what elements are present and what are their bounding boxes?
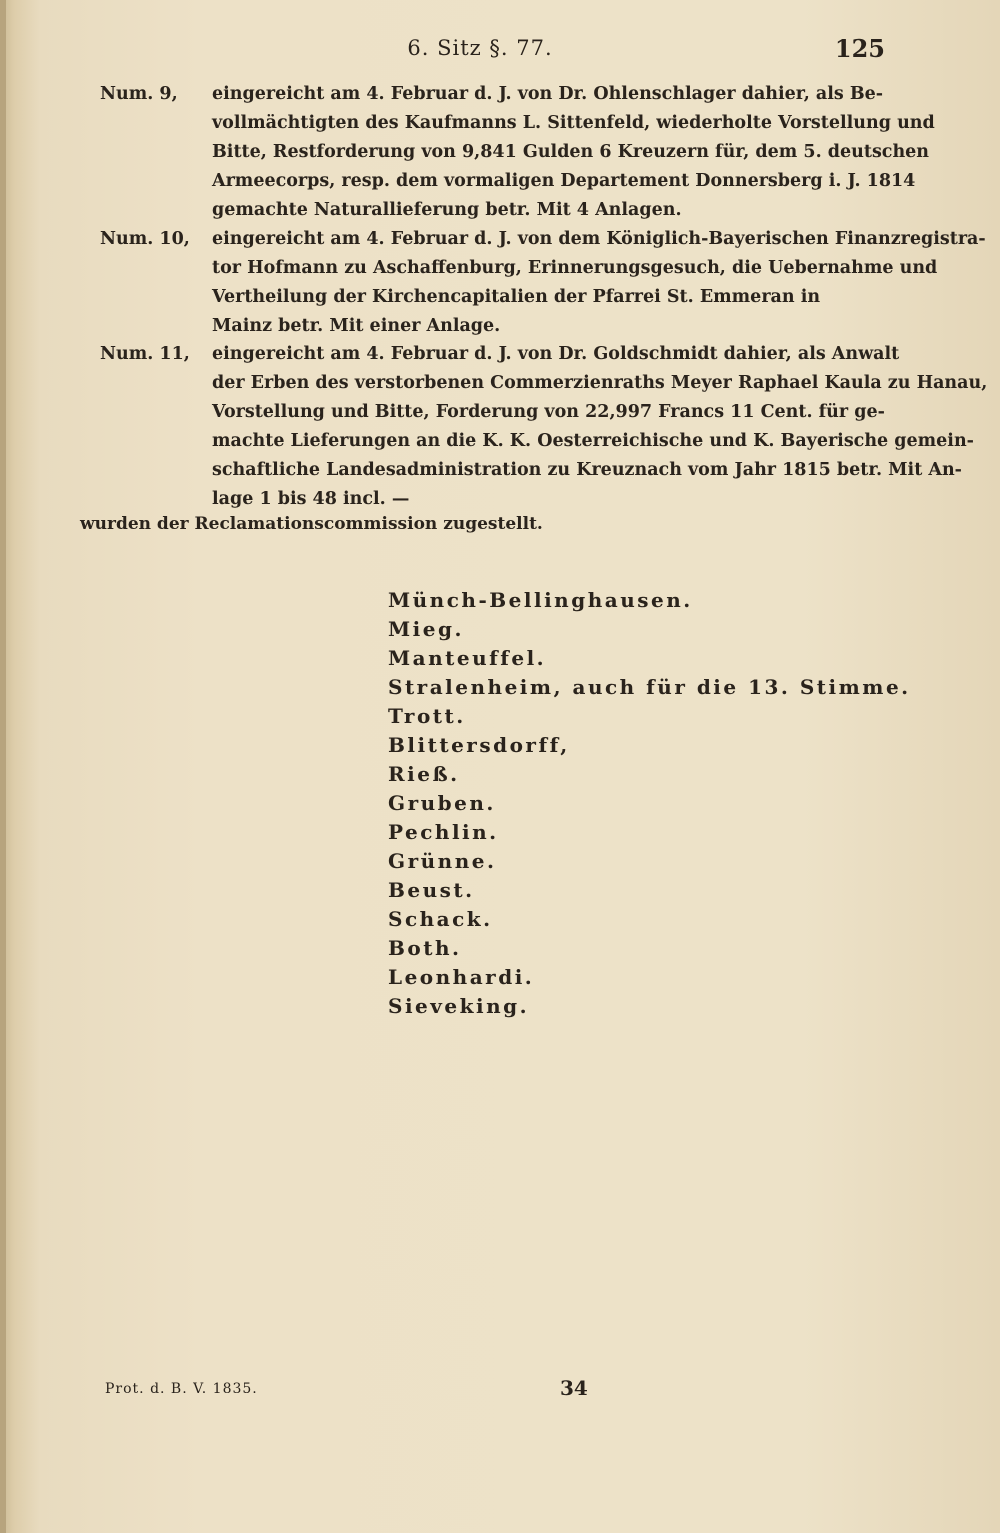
entry-num-9 bbox=[100, 80, 935, 225]
signatory: Sieveking. bbox=[388, 994, 530, 1018]
entry-line: vollmächtigten des Kaufmanns L. Sittenfeld, wiederholte Vorstellung und bbox=[212, 113, 935, 133]
entry-text bbox=[212, 340, 988, 514]
page-number: 125 bbox=[834, 34, 885, 63]
footer-protocol-reference: Prot. d. B. V. 1835. bbox=[105, 1381, 258, 1397]
signatory: Stralenheim, auch für die 13. Stimme. bbox=[388, 675, 911, 699]
page-header bbox=[0, 36, 1000, 70]
entry-line: eingereicht am 4. Februar d. J. von Dr. Ohlenschlager dahier, als Be- bbox=[212, 84, 884, 104]
running-head: 6. Sitz §. 77. bbox=[407, 36, 553, 60]
signatory-list bbox=[388, 586, 911, 1021]
entry-line: Mainz betr. Mit einer Anlage. bbox=[212, 316, 501, 336]
entry-line: lage 1 bis 48 incl. — bbox=[212, 489, 410, 509]
signatory: Beust. bbox=[388, 878, 475, 902]
entry-line: eingereicht am 4. Februar d. J. von Dr. Goldschmidt dahier, als Anwalt bbox=[212, 344, 900, 364]
entry-number: Num. 10, bbox=[100, 229, 190, 249]
entry-line: Vorstellung und Bitte, Forderung von 22,997 Francs 11 Cent. für ge- bbox=[212, 402, 885, 422]
entry-line: gemachte Naturallieferung betr. Mit 4 Anlagen. bbox=[212, 200, 682, 220]
signatory: Schack. bbox=[388, 907, 493, 931]
entry-line: eingereicht am 4. Februar d. J. von dem Königlich-Bayerischen Finanzregistra- bbox=[212, 229, 986, 249]
signatory: Manteuffel. bbox=[388, 646, 547, 670]
signatory: Blittersdorff, bbox=[388, 733, 570, 757]
entry-number: Num. 11, bbox=[100, 344, 190, 364]
signatory: Trott. bbox=[388, 704, 466, 728]
entry-num-11 bbox=[100, 340, 988, 514]
signatory: Pechlin. bbox=[388, 820, 499, 844]
entry-line: Vertheilung der Kirchencapitalien der Pfarrei St. Emmeran in bbox=[212, 287, 821, 307]
signatory: Both. bbox=[388, 936, 462, 960]
entry-number: Num. 9, bbox=[100, 84, 178, 104]
entry-line: machte Lieferungen an die K. K. Oesterreichische und K. Bayerische gemein- bbox=[212, 431, 974, 451]
signatory: Leonhardi. bbox=[388, 965, 535, 989]
entry-line: Armeecorps, resp. dem vormaligen Departement Donnersberg i. J. 1814 bbox=[212, 171, 916, 191]
signatory: Mieg. bbox=[388, 617, 464, 641]
entry-text bbox=[212, 80, 935, 225]
signatory: Münch-Bellinghausen. bbox=[388, 588, 693, 612]
entry-line: der Erben des verstorbenen Commerzienraths Meyer Raphael Kaula zu Hanau, bbox=[212, 373, 988, 393]
signatory: Gruben. bbox=[388, 791, 496, 815]
entry-line: tor Hofmann zu Aschaffenburg, Erinnerungsgesuch, die Uebernahme und bbox=[212, 258, 938, 278]
conclusion-line: wurden der Reclamationscommission zugestellt. bbox=[80, 514, 543, 534]
entry-text bbox=[212, 225, 986, 341]
book-spine-edge bbox=[0, 0, 6, 1533]
entry-line: Bitte, Restforderung von 9,841 Gulden 6 Kreuzern für, dem 5. deutschen bbox=[212, 142, 930, 162]
signatory: Rieß. bbox=[388, 762, 460, 786]
signatory: Grünne. bbox=[388, 849, 497, 873]
entry-num-10 bbox=[100, 225, 986, 341]
entry-line: schaftliche Landesadministration zu Kreuznach vom Jahr 1815 betr. Mit An- bbox=[212, 460, 962, 480]
footer-sheet-signature: 34 bbox=[560, 1376, 588, 1400]
